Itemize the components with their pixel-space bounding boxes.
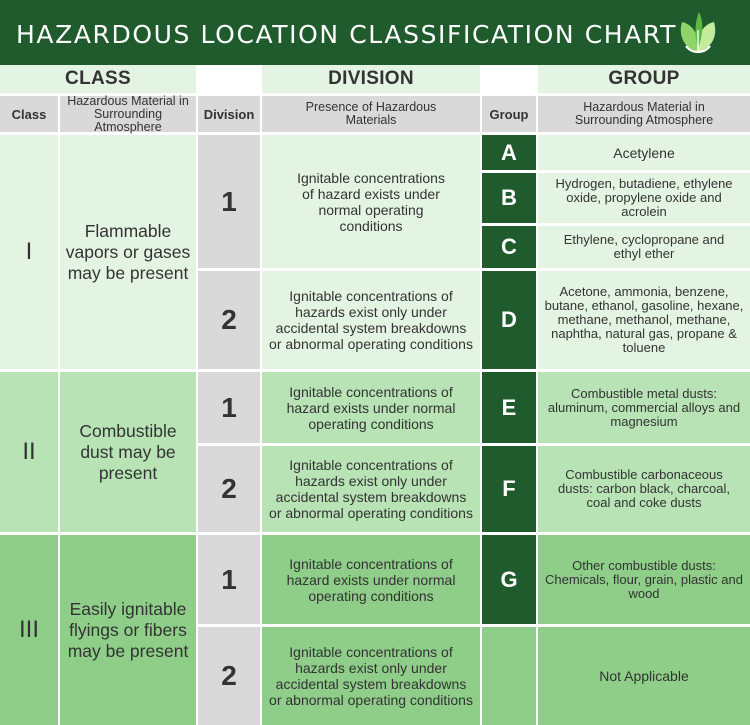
title-bar xyxy=(0,0,750,65)
class-i-division-2-number: 2 xyxy=(198,271,260,369)
class-i-division-1-presence: Ignitable concentrations of hazard exists under normal operating conditions xyxy=(262,135,480,268)
group-b-material: Hydrogen, butadiene, ethylene oxide, propylene oxide and acrolein xyxy=(538,173,750,223)
group-c-letter: C xyxy=(482,226,536,268)
class-iii-division-2-number: 2 xyxy=(198,627,260,725)
class-iii-division-1-presence: Ignitable concentrations of hazard exists under normal operating conditions xyxy=(262,535,480,624)
group-b-letter: B xyxy=(482,173,536,223)
class-ii-division-2-number: 2 xyxy=(198,446,260,532)
class-i-description: Flammable vapors or gases may be present xyxy=(60,135,196,369)
division-header: DIVISION xyxy=(262,65,480,93)
subheader-class-material: Hazardous Material in Surrounding Atmosphere xyxy=(60,96,196,132)
subheader-group-material: Hazardous Material in Surrounding Atmosphere xyxy=(538,96,750,132)
subheader-group: Group xyxy=(482,96,536,132)
class-iii-division-2-presence: Ignitable concentrations of hazards exist only under accidental system breakdowns or abnormal operating conditions xyxy=(262,627,480,725)
group-d-material: Acetone, ammonia, benzene, butane, ethanol, gasoline, hexane, methane, methanol, methane, naphtha, natural gas, propane & toluene xyxy=(538,271,750,369)
not-applicable: Not Applicable xyxy=(538,627,750,725)
class-ii-division-1-number: 1 xyxy=(198,372,260,443)
page-title: HAZARDOUS LOCATION CLASSIFICATION CHART xyxy=(16,20,677,49)
group-a-letter: A xyxy=(482,135,536,170)
class-i-division-1-number: 1 xyxy=(198,135,260,268)
group-d-letter: D xyxy=(482,271,536,369)
group-f-letter: F xyxy=(482,446,536,532)
group-f-material: Combustible carbonaceous dusts: carbon black, charcoal, coal and coke dusts xyxy=(538,446,750,532)
group-empty-cell xyxy=(482,627,536,725)
class-iii-division-1-number: 1 xyxy=(198,535,260,624)
group-c-material: Ethylene, cyclopropane and ethyl ether xyxy=(538,226,750,268)
class-ii-label: II xyxy=(0,372,58,532)
class-ii-division-1-presence: Ignitable concentrations of hazard exists under normal operating conditions xyxy=(262,372,480,443)
leaf-logo-icon xyxy=(674,8,722,58)
subheader-class: Class xyxy=(0,96,58,132)
class-i-label: I xyxy=(0,135,58,369)
class-ii-division-2-presence: Ignitable concentrations of hazards exist only under accidental system breakdowns or abnormal operating conditions xyxy=(262,446,480,532)
class-header: CLASS xyxy=(0,65,196,93)
group-g-material: Other combustible dusts: Chemicals, flour, grain, plastic and wood xyxy=(538,535,750,624)
group-a-material: Acetylene xyxy=(538,135,750,170)
class-iii-label: III xyxy=(0,535,58,725)
subheader-division: Division xyxy=(198,96,260,132)
group-header: GROUP xyxy=(538,65,750,93)
group-e-letter: E xyxy=(482,372,536,443)
class-iii-description: Easily ignitable flyings or fibers may be present xyxy=(60,535,196,725)
class-ii-description: Combustible dust may be present xyxy=(60,372,196,532)
group-g-letter: G xyxy=(482,535,536,624)
group-e-material: Combustible metal dusts: aluminum, commercial alloys and magnesium xyxy=(538,372,750,443)
class-i-division-2-presence: Ignitable concentrations of hazards exist only under accidental system breakdowns or abnormal operating conditions xyxy=(262,271,480,369)
subheader-presence: Presence of Hazardous Materials xyxy=(262,96,480,132)
